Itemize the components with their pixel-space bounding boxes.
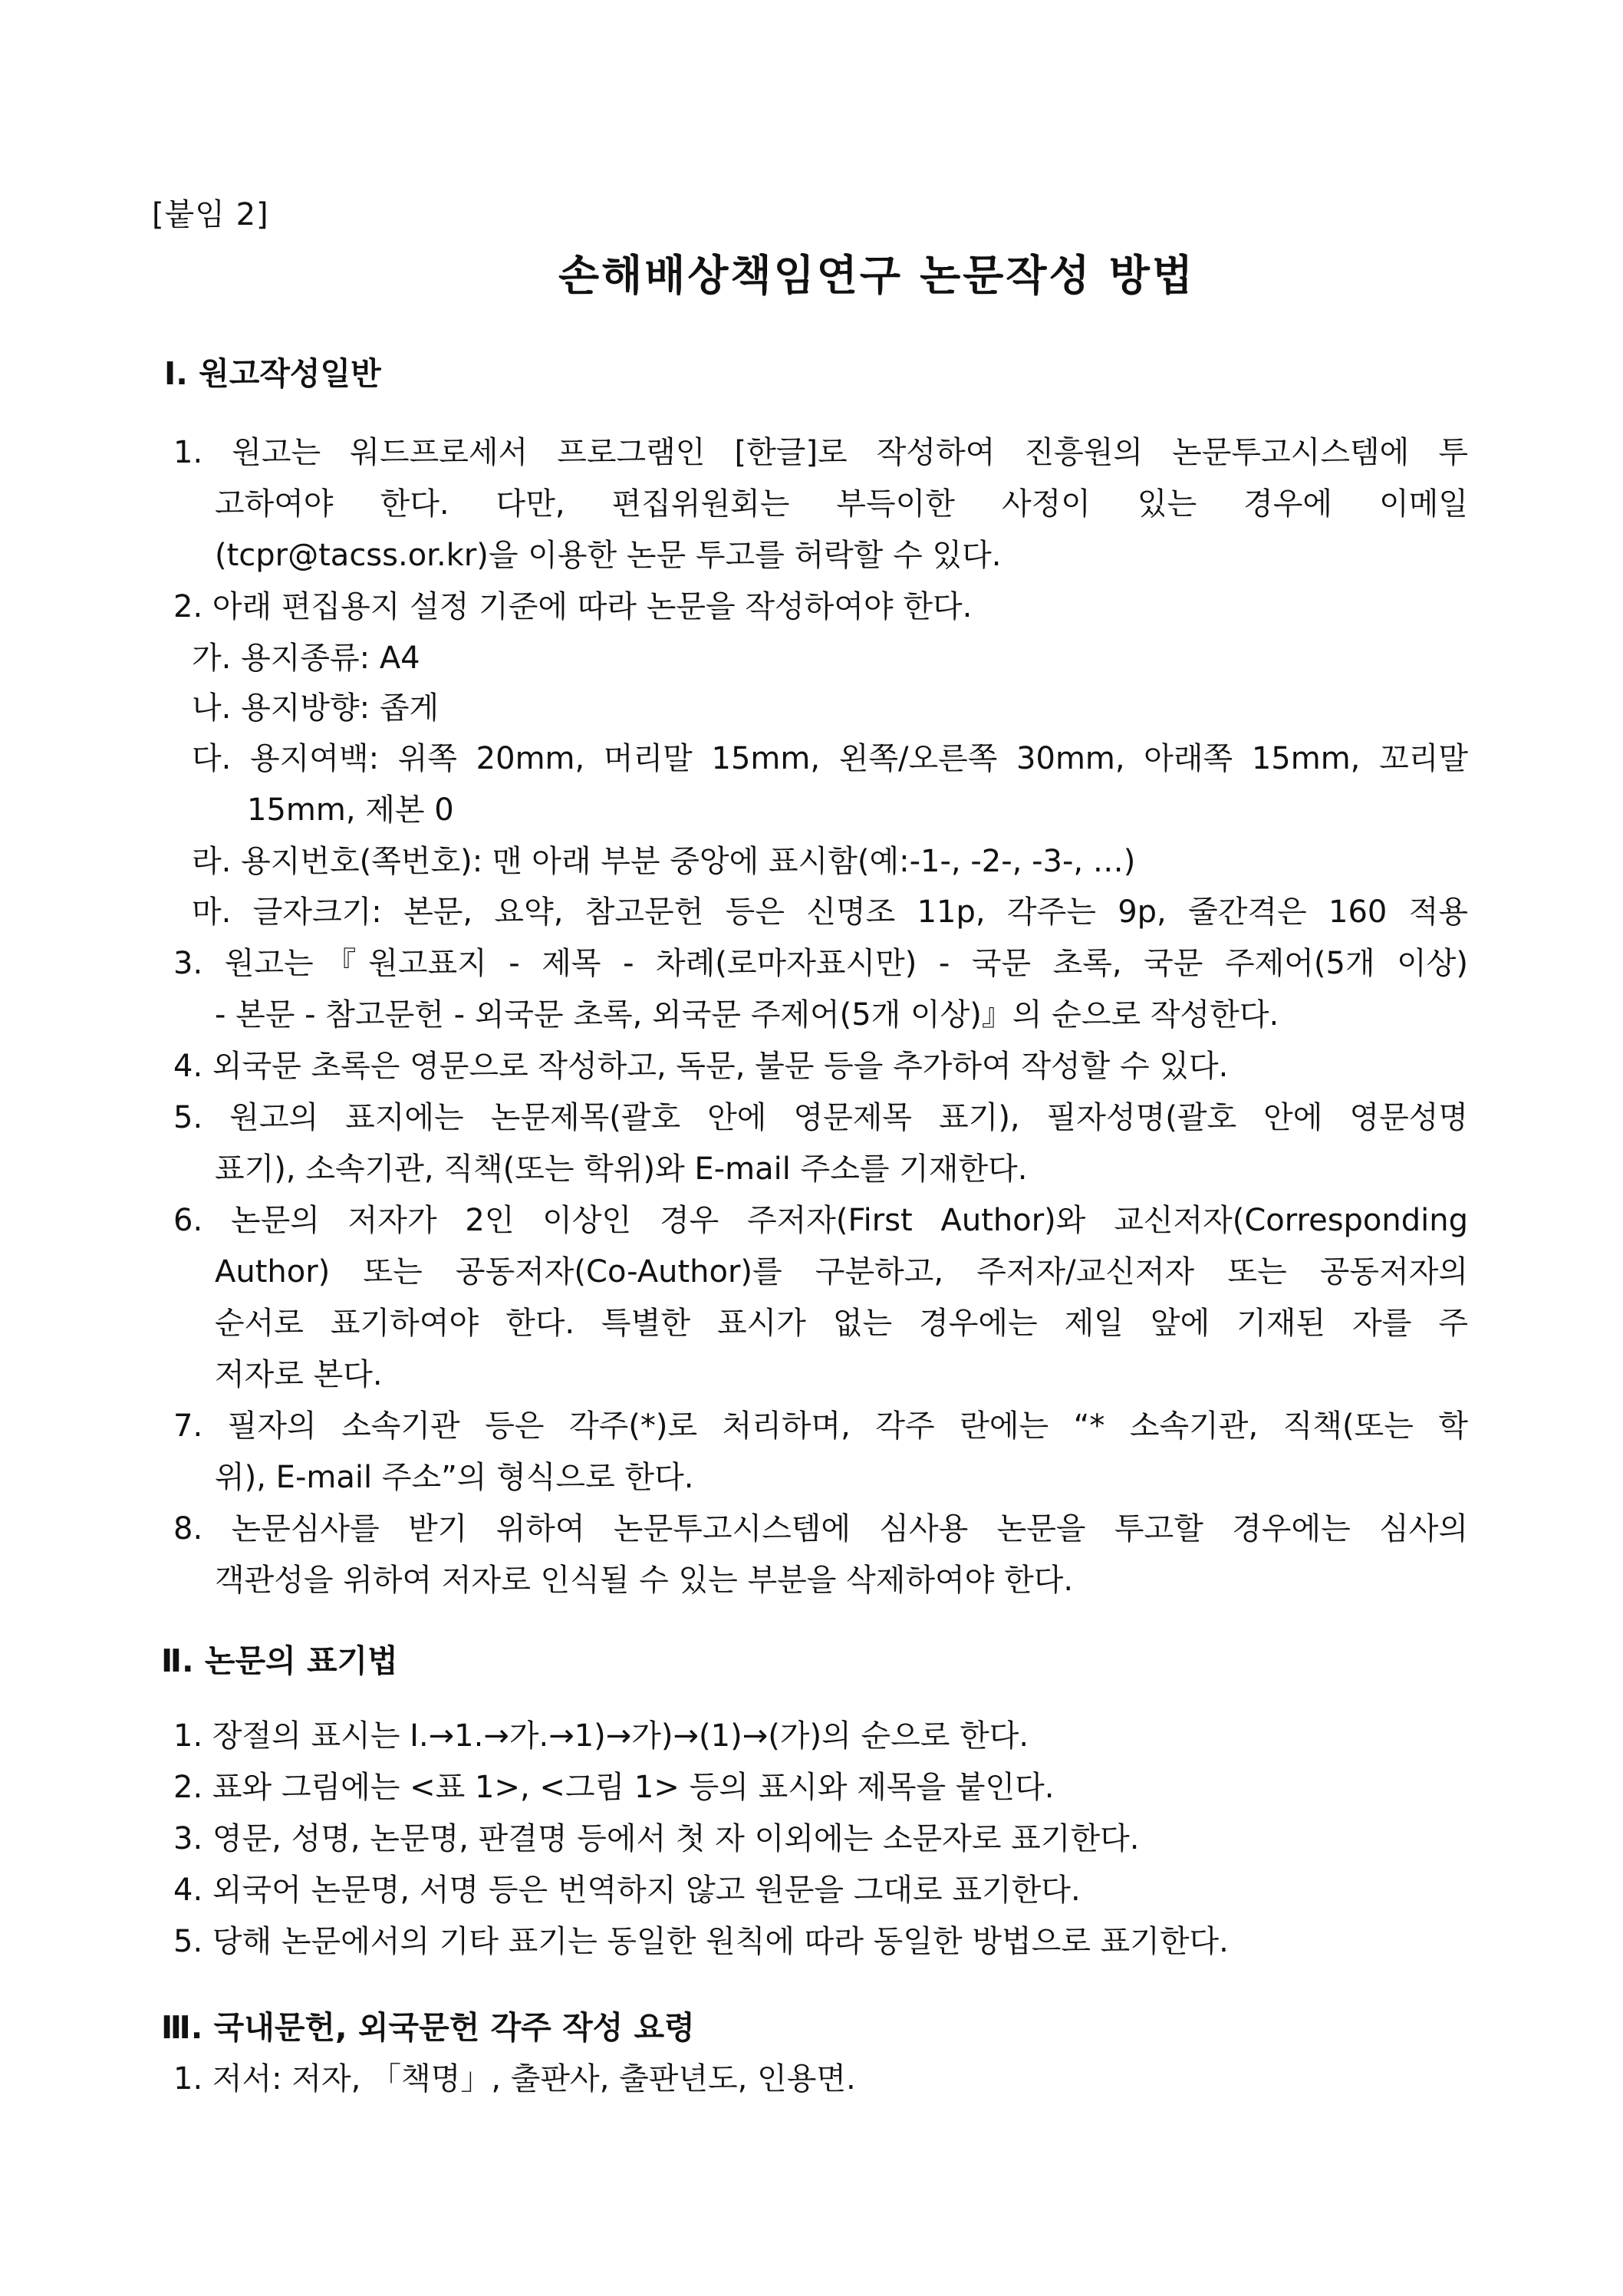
list-item: 5. 원고의 표지에는 논문제목(괄호 안에 영문제목 표기), 필자성명(괄호 안에 영문성명 (173, 1100, 1468, 1135)
section-heading-1: Ⅰ. 원고작성일반 (164, 355, 381, 392)
list-item-continuation: 객관성을 위하여 저자로 인식될 수 있는 부분을 삭제하여야 한다. (215, 1563, 1074, 1598)
list-item-continuation: 표기), 소속기관, 직책(또는 학위)와 E-mail 주소를 기재한다. (215, 1151, 1028, 1187)
section-heading-3: Ⅲ. 국내문헌, 외국문헌 각주 작성 요령 (161, 2009, 695, 2046)
list-item: 1. 장절의 표시는 Ⅰ.→1.→가.→1)→가)→(1)→(가)의 순으로 한다. (173, 1718, 1029, 1754)
sub-item: 마. 글자크기: 본문, 요약, 참고문헌 등은 신명조 11p, 각주는 9p, 줄간격은 160 적용 (192, 894, 1468, 930)
sub-item: 나. 용지방향: 좁게 (192, 690, 439, 726)
attachment-label: [붙임 2] (152, 197, 269, 232)
list-item: 6. 논문의 저자가 2인 이상인 경우 주저자(First Author)와 교신저자(Corresponding (173, 1203, 1468, 1238)
list-item: 3. 원고는『원고표지 - 제목 - 차례(로마자표시만) - 국문 초록, 국문 주제어(5개 이상) (173, 946, 1468, 981)
sub-item-continuation: 15mm, 제본 0 (247, 792, 454, 828)
sub-item: 라. 용지번호(쪽번호): 맨 아래 부분 중앙에 표시함(예:-1-, -2-, -3-, …) (192, 844, 1136, 879)
list-item: 2. 아래 편집용지 설정 기준에 따라 논문을 작성하여야 한다. (173, 589, 973, 624)
list-item-continuation: (tcpr@tacss.or.kr)을 이용한 논문 투고를 허락할 수 있다. (215, 538, 1002, 573)
list-item: 1. 저서: 저자, 「책명」, 출판사, 출판년도, 인용면. (173, 2061, 856, 2097)
list-item: 3. 영문, 성명, 논문명, 판결명 등에서 첫 자 이외에는 소문자로 표기한다. (173, 1821, 1140, 1856)
section-heading-2: Ⅱ. 논문의 표기법 (161, 1642, 398, 1679)
list-item-continuation: 순서로 표기하여야 한다. 특별한 표시가 없는 경우에는 제일 앞에 기재된 자를 주 (215, 1306, 1468, 1341)
list-item-continuation: - 본문 - 참고문헌 - 외국문 초록, 외국문 주제어(5개 이상)』의 순으로 작성한다. (215, 997, 1279, 1033)
list-item: 5. 당해 논문에서의 기타 표기는 동일한 원칙에 따라 동일한 방법으로 표기한다. (173, 1924, 1229, 1959)
list-item-continuation: 저자로 본다. (215, 1357, 383, 1392)
list-item: 7. 필자의 소속기관 등은 각주(*)로 처리하며, 각주 란에는 “* 소속기관, 직책(또는 학 (173, 1408, 1468, 1444)
list-item-continuation: 고하여야 한다. 다만, 편집위원회는 부득이한 사정이 있는 경우에 이메일 (215, 486, 1468, 522)
list-item: 1. 원고는 워드프로세서 프로그램인 [한글]로 작성하여 진흥원의 논문투고시스템에 투 (173, 435, 1468, 470)
list-item: 2. 표와 그림에는 <표 1>, <그림 1> 등의 표시와 제목을 붙인다. (173, 1770, 1055, 1805)
document-title: 손해배상책임연구 논문작성 방법 (558, 251, 1196, 300)
list-item-continuation: Author) 또는 공동저자(Co-Author)를 구분하고, 주저자/교신저자 또는 공동저자의 (215, 1254, 1468, 1290)
sub-item: 가. 용지종류: A4 (192, 641, 420, 676)
list-item: 4. 외국어 논문명, 서명 등은 번역하지 않고 원문을 그대로 표기한다. (173, 1873, 1081, 1908)
list-item-continuation: 위), E-mail 주소”의 형식으로 한다. (215, 1460, 694, 1495)
list-item: 8. 논문심사를 받기 위하여 논문투고시스템에 심사용 논문을 투고할 경우에는 심사의 (173, 1511, 1468, 1547)
sub-item: 다. 용지여백: 위쪽 20mm, 머리말 15mm, 왼쪽/오른쪽 30mm, 아래쪽 15mm, 꼬리말 (192, 741, 1468, 776)
list-item: 4. 외국문 초록은 영문으로 작성하고, 독문, 불문 등을 추가하여 작성할 수 있다. (173, 1049, 1229, 1084)
